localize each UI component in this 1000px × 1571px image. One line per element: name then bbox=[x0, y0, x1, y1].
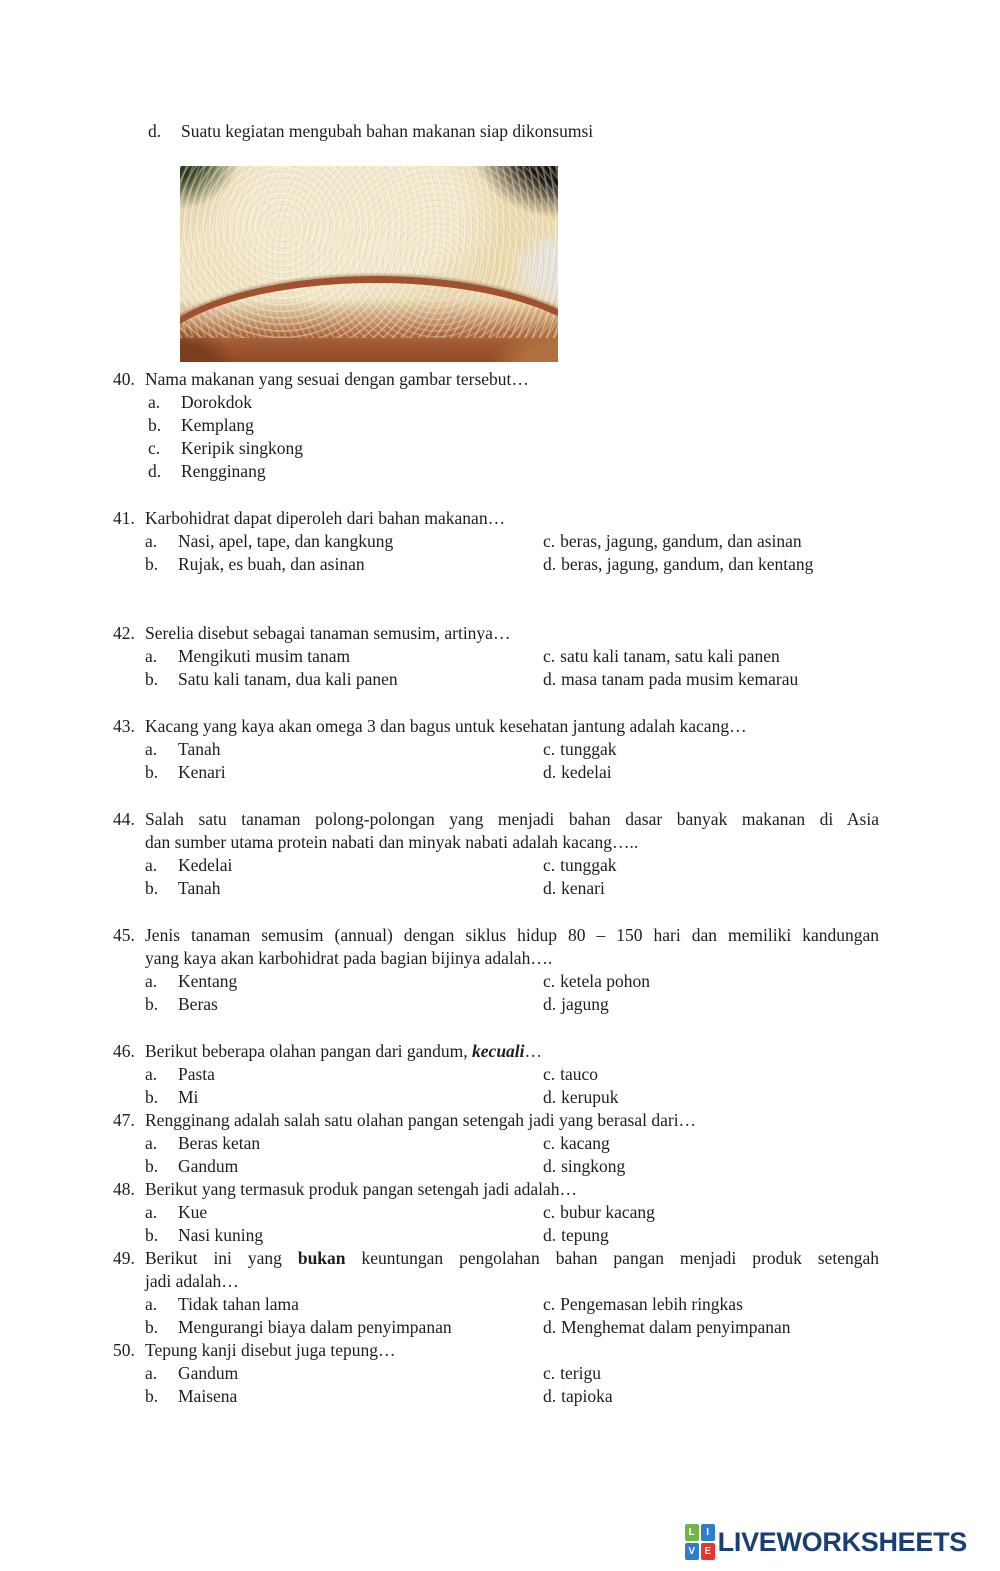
question-number: 50. bbox=[113, 1340, 135, 1360]
option-letter: b. bbox=[145, 554, 159, 574]
option-text: Tanah bbox=[178, 739, 221, 759]
option-text: tunggak bbox=[560, 739, 617, 759]
question-number: 47. bbox=[113, 1110, 135, 1130]
option-b bbox=[145, 414, 879, 437]
logo-tile-i: I bbox=[701, 1524, 715, 1541]
question-body bbox=[145, 507, 879, 576]
question-46 bbox=[113, 1040, 879, 1109]
option-text: Pasta bbox=[178, 1064, 215, 1084]
liveworksheets-logo[interactable] bbox=[685, 1524, 967, 1560]
option-text: terigu bbox=[560, 1363, 601, 1383]
option-text: Nasi, apel, tape, dan kangkung bbox=[178, 531, 394, 551]
question-number: 40. bbox=[113, 369, 135, 389]
question-number: 45. bbox=[113, 925, 135, 945]
option-d bbox=[543, 1224, 879, 1247]
question-text-line2: dan sumber utama protein nabati dan minyak nabati adalah kacang….. bbox=[145, 832, 639, 852]
option-letter: b. bbox=[145, 994, 159, 1014]
option-c bbox=[543, 970, 879, 993]
question-body bbox=[145, 715, 879, 784]
option-letter: b. bbox=[145, 1156, 159, 1176]
option-letter: d. bbox=[543, 669, 557, 689]
option-a bbox=[145, 1293, 543, 1316]
option-a bbox=[145, 1132, 543, 1155]
question-number: 41. bbox=[113, 508, 135, 528]
option-c bbox=[543, 1362, 879, 1385]
option-d bbox=[145, 460, 879, 483]
logo-tile-l: L bbox=[685, 1524, 699, 1541]
option-row bbox=[145, 738, 879, 761]
logo-tile-v: V bbox=[685, 1543, 699, 1560]
question-body bbox=[145, 1109, 879, 1178]
option-letter: b. bbox=[145, 1225, 159, 1245]
option-d bbox=[543, 1385, 879, 1408]
question-text: Serelia disebut sebagai tanaman semusim, artinya… bbox=[145, 623, 511, 643]
option-d bbox=[543, 993, 879, 1016]
option-letter: d. bbox=[543, 878, 557, 898]
option-row bbox=[145, 1316, 879, 1339]
option-b bbox=[145, 1224, 543, 1247]
option-text: ketela pohon bbox=[560, 971, 651, 991]
question-number: 46. bbox=[113, 1041, 135, 1061]
question-text-line1: Salah satu tanaman polong-polongan yang menjadi bahan dasar banyak makanan di Asia bbox=[145, 809, 879, 829]
option-text: beras, jagung, gandum, dan kentang bbox=[561, 554, 814, 574]
option-letter: b. bbox=[145, 1087, 159, 1107]
option-text: Beras bbox=[178, 994, 218, 1014]
option-b bbox=[145, 553, 543, 576]
option-c bbox=[543, 1132, 879, 1155]
question-body bbox=[145, 808, 879, 900]
option-d bbox=[543, 1316, 879, 1339]
option-row bbox=[145, 1385, 879, 1408]
option-row bbox=[145, 993, 879, 1016]
option-b bbox=[145, 1086, 543, 1109]
option-c bbox=[543, 854, 879, 877]
option-letter: d. bbox=[543, 1317, 557, 1337]
question-text-post: … bbox=[524, 1041, 543, 1061]
option-d bbox=[543, 877, 879, 900]
worksheet-content bbox=[113, 120, 879, 1408]
option-letter: d. bbox=[543, 994, 557, 1014]
option-text: Maisena bbox=[178, 1386, 238, 1406]
option-row bbox=[145, 1086, 879, 1109]
option-letter: b. bbox=[145, 1386, 159, 1406]
question-text: Kacang yang kaya akan omega 3 dan bagus untuk kesehatan jantung adalah kacang… bbox=[145, 716, 747, 736]
option-letter: a. bbox=[145, 646, 158, 666]
question-text bbox=[145, 1040, 879, 1063]
question-body bbox=[145, 368, 879, 483]
option-letter: c. bbox=[543, 971, 556, 991]
question-body bbox=[145, 622, 879, 691]
option-a bbox=[145, 1201, 543, 1224]
option-text: Menghemat dalam penyimpanan bbox=[561, 1317, 791, 1337]
option-a bbox=[145, 1362, 543, 1385]
option-text: bubur kacang bbox=[560, 1202, 655, 1222]
option-b bbox=[145, 1385, 543, 1408]
option-c bbox=[543, 1201, 879, 1224]
question-text-pre: Berikut ini yang bbox=[145, 1248, 298, 1268]
question-42 bbox=[113, 622, 879, 691]
option-text: Tidak tahan lama bbox=[178, 1294, 299, 1314]
question-text-post: keuntungan pengolahan bahan pangan menjadi produk setengah bbox=[345, 1248, 879, 1268]
option-letter: a. bbox=[145, 739, 158, 759]
intro-option-d bbox=[113, 120, 879, 143]
option-c bbox=[543, 1063, 879, 1086]
question-text-emphasis: kecuali bbox=[472, 1041, 525, 1061]
option-text: Rengginang bbox=[181, 461, 266, 481]
option-letter: c. bbox=[543, 855, 556, 875]
option-text: masa tanam pada musim kemarau bbox=[561, 669, 799, 689]
question-body bbox=[145, 924, 879, 1016]
option-d bbox=[543, 1086, 879, 1109]
option-letter: c. bbox=[543, 1363, 556, 1383]
option-text: jagung bbox=[561, 994, 609, 1014]
question-text-line1 bbox=[145, 1247, 879, 1270]
question-body bbox=[145, 1247, 879, 1339]
question-43 bbox=[113, 715, 879, 784]
option-text: kedelai bbox=[561, 762, 612, 782]
question-47 bbox=[113, 1109, 879, 1178]
question-45 bbox=[113, 924, 879, 1016]
option-b bbox=[145, 1155, 543, 1178]
question-40 bbox=[113, 368, 879, 483]
option-text: beras, jagung, gandum, dan asinan bbox=[560, 531, 802, 551]
option-b bbox=[145, 877, 543, 900]
option-d bbox=[543, 761, 879, 784]
liveworksheets-logo-icon bbox=[685, 1524, 715, 1560]
option-b bbox=[145, 1316, 543, 1339]
question-text: Tepung kanji disebut juga tepung… bbox=[145, 1340, 396, 1360]
question-49 bbox=[113, 1247, 879, 1339]
option-text: Suatu kegiatan mengubah bahan makanan siap dikonsumsi bbox=[181, 121, 594, 141]
question-body bbox=[145, 1339, 879, 1408]
option-letter: a. bbox=[145, 1133, 158, 1153]
option-text: Kedelai bbox=[178, 855, 233, 875]
option-letter: a. bbox=[145, 1363, 158, 1383]
option-letter: d. bbox=[543, 554, 557, 574]
option-c bbox=[543, 645, 879, 668]
option-letter: c. bbox=[543, 1133, 556, 1153]
option-letter: a. bbox=[145, 971, 158, 991]
question-text-emphasis: bukan bbox=[297, 1248, 346, 1268]
option-letter: c. bbox=[543, 1064, 556, 1084]
question-text-line2: jadi adalah… bbox=[145, 1271, 239, 1291]
option-a bbox=[145, 645, 543, 668]
option-text: tepung bbox=[561, 1225, 609, 1245]
option-row bbox=[145, 668, 879, 691]
question-text-line2: yang kaya akan karbohidrat pada bagian bijinya adalah…. bbox=[145, 948, 553, 968]
option-b bbox=[145, 993, 543, 1016]
option-letter: c. bbox=[543, 531, 556, 551]
option-text: Kue bbox=[178, 1202, 208, 1222]
question-body bbox=[145, 1178, 879, 1247]
option-d bbox=[543, 553, 879, 576]
question-text: Karbohidrat dapat diperoleh dari bahan makanan… bbox=[145, 508, 506, 528]
option-d bbox=[543, 668, 879, 691]
option-letter: c. bbox=[543, 646, 556, 666]
option-letter: d. bbox=[543, 1156, 557, 1176]
option-c bbox=[543, 1293, 879, 1316]
option-a bbox=[145, 970, 543, 993]
option-row bbox=[145, 1224, 879, 1247]
option-text: Beras ketan bbox=[178, 1133, 261, 1153]
option-text: Satu kali tanam, dua kali panen bbox=[178, 669, 398, 689]
question-number: 48. bbox=[113, 1179, 135, 1199]
option-letter: a. bbox=[145, 1202, 158, 1222]
option-row bbox=[145, 1293, 879, 1316]
option-text: tauco bbox=[560, 1064, 599, 1084]
option-c bbox=[145, 437, 879, 460]
option-letter: c. bbox=[543, 1202, 556, 1222]
rengginang-photo bbox=[180, 166, 558, 362]
option-text: singkong bbox=[561, 1156, 626, 1176]
option-text: Nasi kuning bbox=[178, 1225, 264, 1245]
option-letter: b. bbox=[145, 762, 159, 782]
option-text: Mi bbox=[178, 1087, 199, 1107]
option-letter: a. bbox=[145, 855, 158, 875]
option-letter: b. bbox=[148, 415, 162, 435]
option-row bbox=[145, 553, 879, 576]
option-a bbox=[145, 530, 543, 553]
option-text: Rujak, es buah, dan asinan bbox=[178, 554, 365, 574]
option-letter: b. bbox=[145, 669, 159, 689]
question-number: 43. bbox=[113, 716, 135, 736]
option-letter: c. bbox=[148, 438, 161, 458]
option-row bbox=[145, 761, 879, 784]
question-text: Berikut yang termasuk produk pangan setengah jadi adalah… bbox=[145, 1179, 578, 1199]
option-text: Kemplang bbox=[181, 415, 254, 435]
option-text: Dorokdok bbox=[181, 392, 252, 412]
option-text: Gandum bbox=[178, 1363, 239, 1383]
question-41 bbox=[113, 507, 879, 576]
option-letter: d. bbox=[148, 121, 162, 141]
option-row bbox=[145, 877, 879, 900]
option-row bbox=[145, 970, 879, 993]
option-text: tapioka bbox=[561, 1386, 613, 1406]
option-row bbox=[145, 530, 879, 553]
option-a bbox=[145, 738, 543, 761]
option-letter: a. bbox=[145, 1294, 158, 1314]
option-row bbox=[145, 645, 879, 668]
question-number: 44. bbox=[113, 809, 135, 829]
option-letter: d. bbox=[148, 461, 162, 481]
question-number: 49. bbox=[113, 1248, 135, 1268]
option-text: Kentang bbox=[178, 971, 238, 991]
option-text: Tanah bbox=[178, 878, 221, 898]
option-text: Kenari bbox=[178, 762, 226, 782]
option-letter: a. bbox=[148, 392, 161, 412]
question-body bbox=[145, 1040, 879, 1109]
option-letter: b. bbox=[145, 878, 159, 898]
question-text: Nama makanan yang sesuai dengan gambar tersebut… bbox=[145, 369, 529, 389]
option-letter: b. bbox=[145, 1317, 159, 1337]
option-letter: c. bbox=[543, 1294, 556, 1314]
option-letter: d. bbox=[543, 762, 557, 782]
option-letter: d. bbox=[543, 1225, 557, 1245]
option-letter: c. bbox=[543, 739, 556, 759]
option-d bbox=[543, 1155, 879, 1178]
brand-wordmark: LIVEWORKSHEETS bbox=[717, 1526, 967, 1557]
option-text: kerupuk bbox=[561, 1087, 619, 1107]
option-text: tunggak bbox=[560, 855, 617, 875]
option-a bbox=[145, 854, 543, 877]
option-row bbox=[145, 1201, 879, 1224]
option-row bbox=[145, 854, 879, 877]
question-number: 42. bbox=[113, 623, 135, 643]
option-a bbox=[145, 391, 879, 414]
option-text: kacang bbox=[560, 1133, 610, 1153]
option-letter: d. bbox=[543, 1386, 557, 1406]
question-50 bbox=[113, 1339, 879, 1408]
option-text: Mengurangi biaya dalam penyimpanan bbox=[178, 1317, 452, 1337]
option-b bbox=[145, 668, 543, 691]
option-row bbox=[145, 1063, 879, 1086]
option-row bbox=[145, 1362, 879, 1385]
question-48 bbox=[113, 1178, 879, 1247]
option-text: Keripik singkong bbox=[181, 438, 304, 458]
question-text-line1: Jenis tanaman semusim (annual) dengan siklus hidup 80 – 150 hari dan memiliki kandungan bbox=[145, 925, 879, 945]
option-c bbox=[543, 530, 879, 553]
option-letter: a. bbox=[145, 1064, 158, 1084]
option-text: kenari bbox=[561, 878, 605, 898]
question-44 bbox=[113, 808, 879, 900]
question-text: Rengginang adalah salah satu olahan pangan setengah jadi yang berasal dari… bbox=[145, 1110, 697, 1130]
option-letter: a. bbox=[145, 531, 158, 551]
logo-tile-e: E bbox=[701, 1543, 715, 1560]
option-row bbox=[145, 1132, 879, 1155]
option-text: Mengikuti musim tanam bbox=[178, 646, 351, 666]
question-text-pre: Berikut beberapa olahan pangan dari gandum, bbox=[145, 1041, 473, 1061]
option-a bbox=[145, 1063, 543, 1086]
option-c bbox=[543, 738, 879, 761]
option-text: satu kali tanam, satu kali panen bbox=[560, 646, 780, 666]
option-b bbox=[145, 761, 543, 784]
option-text: Gandum bbox=[178, 1156, 239, 1176]
option-row bbox=[145, 1155, 879, 1178]
option-letter: d. bbox=[543, 1087, 557, 1107]
option-text: Pengemasan lebih ringkas bbox=[560, 1294, 743, 1314]
